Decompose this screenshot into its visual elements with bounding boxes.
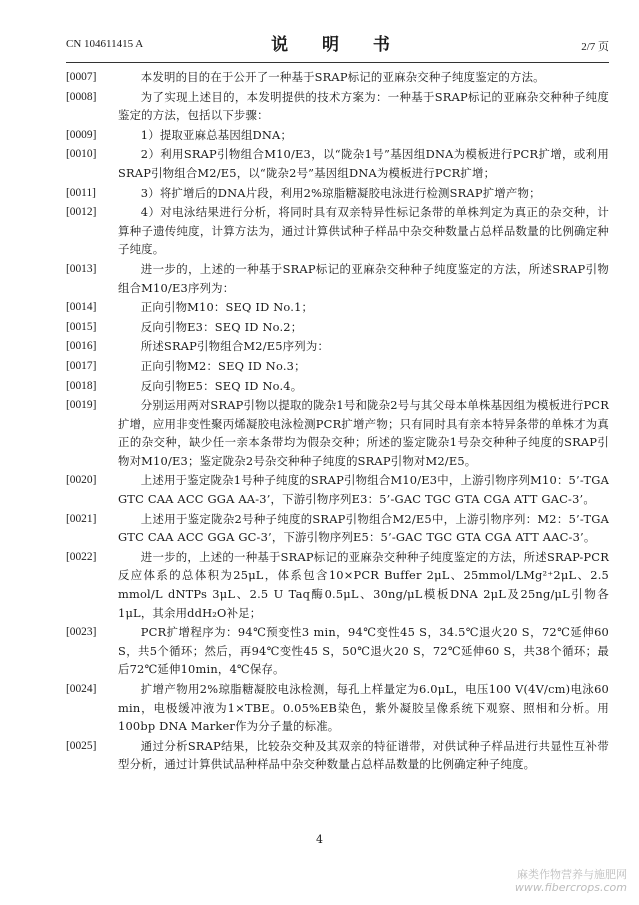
paragraph-number: [0021] [66, 512, 97, 525]
paragraph-text: 本发明的目的在于公开了一种基于SRAP标记的亚麻杂交种子纯度鉴定的方法。 [140, 70, 545, 84]
paragraph-number: [0017] [66, 359, 97, 372]
paragraph [66, 623, 609, 679]
paragraph-number: [0025] [66, 739, 97, 752]
paragraph [66, 298, 609, 317]
paragraph [66, 548, 609, 622]
paragraph-number: [0007] [66, 71, 97, 83]
paragraph [66, 396, 609, 470]
paragraph-text: PCR扩增程序为：94℃预变性3 min，94℃变性45 S，34.5℃退火20 S，72℃延伸60 S，共5个循环；然后，再94℃变性45 S，50℃退火20 S，72℃延伸60 S，共38个循环；最后72℃延伸10min，4℃保存。 [118, 625, 609, 677]
paragraph-number: [0013] [66, 262, 97, 275]
paragraph [66, 88, 609, 125]
paragraph-number: [0009] [66, 128, 97, 141]
paragraph [66, 145, 609, 182]
patent-number: CN 104611415 A [66, 38, 144, 50]
paragraph-text: 进一步的，上述的一种基于SRAP标记的亚麻杂交种种子纯度鉴定的方法，所述SRAP-PCR反应体系的总体积为25μL，体系包含10×PCR Buffer 2μL、25mmol/LMg²⁺2μL、2.5 mmol/L dNTPs 3μL、2.5 U Taq酶0.5μL、30ng/μL模板DNA 2μL及25ng/μL引物各1μL，其余用ddH₂O补足； [118, 549, 609, 620]
paragraph [66, 680, 609, 736]
paragraph [66, 203, 609, 259]
header-rule [66, 62, 609, 63]
paragraph-number: [0012] [66, 206, 97, 219]
page-number: 4 [316, 833, 323, 846]
paragraph-number: [0010] [66, 148, 97, 161]
paragraph-text: 上述用于鉴定陇杂1号种子纯度的SRAP引物组合M10/E3中，上游引物序列M10：5’-TGA GTC CAA ACC GGA AA-3’，下游引物序列E3：5’-GAC TGC GTA CGA ATT GAC-3’。 [118, 473, 609, 507]
paragraph [66, 377, 609, 396]
document-body [66, 68, 609, 775]
page-indicator: 2/7 页 [581, 41, 609, 53]
paragraph-number: [0024] [66, 683, 97, 695]
paragraph-text: 1）提取亚麻总基因组DNA； [140, 127, 293, 142]
paragraph [66, 510, 609, 547]
paragraph-text: 通过分析SRAP结果，比较杂交种及其双亲的特征谱带，对供试种子样品进行共显性互补带型分析，通过计算供试品种样品中杂交种数量占总样品数量的比例确定种子纯度。 [118, 738, 609, 772]
paragraph-number: [0023] [66, 626, 97, 639]
paragraph-number: [0011] [66, 186, 96, 199]
paragraph [66, 318, 609, 337]
document-title: 说 明 书 [271, 35, 404, 55]
paragraph-text: 所述SRAP引物组合M2/E5序列为： [140, 339, 330, 354]
paragraph [66, 471, 609, 508]
paragraph [66, 184, 609, 203]
paragraph-number: [0014] [66, 301, 97, 314]
watermark-url: www.fibercrops.com [514, 881, 627, 894]
paragraph-text: 正向引物M2：SEQ ID No.3； [140, 358, 306, 373]
paragraph-number: [0019] [66, 399, 97, 412]
paragraph-text: 反向引物E5：SEQ ID No.4。 [140, 378, 303, 393]
paragraph [66, 737, 609, 774]
paragraph [66, 260, 609, 297]
paragraph [66, 126, 609, 145]
paragraph-text: 进一步的，上述的一种基于SRAP标记的亚麻杂交种种子纯度鉴定的方法，所述SRAP引物组合M10/E3序列为： [118, 261, 609, 295]
paragraph [66, 337, 609, 356]
paragraph-text: 扩增产物用2%琼脂糖凝胶电泳检测，每孔上样量定为6.0μL，电压100 V(4V/cm)电泳60 min，电极缓冲液为1×TBE。0.05%EB染色，紫外凝胶呈像系统下观察、照相和分析。用100bp DNA Marker作为分子量的标准。 [118, 682, 609, 734]
paragraph-text: 3）将扩增后的DNA片段，利用2%琼脂糖凝胶电泳进行检测SRAP扩增产物； [140, 185, 541, 200]
paragraph [66, 357, 609, 376]
paragraph-text: 为了实现上述目的，本发明提供的技术方案为：一种基于SRAP标记的亚麻杂交种种子纯度鉴定的方法，包括以下步骤： [118, 89, 609, 123]
paragraph-text: 正向引物M10：SEQ ID No.1； [140, 300, 314, 315]
paragraph-number: [0022] [66, 550, 97, 563]
paragraph-text: 2）利用SRAP引物组合M10/E3，以“陇杂1号”基因组DNA为模板进行PCR扩增，或利用SRAP引物组合M2/E5，以“陇杂2号”基因组DNA为模板进行PCR扩增； [118, 147, 609, 180]
paragraph-text: 分别运用两对SRAP引物以提取的陇杂1号和陇杂2号与其父母本单株基因组为模板进行PCR扩增，应用非变性聚丙烯凝胶电泳检测PCR扩增产物；只有同时具有亲本特异条带的单株才为真正的杂交种，缺少任一亲本条带均为假杂交种；所述的鉴定陇杂1号杂交种种子纯度的SRAP引物对M10/E3；鉴定陇杂2号杂交种种子纯度的SRAP引物对M2/E5。 [118, 398, 609, 468]
paragraph-number: [0008] [66, 90, 97, 103]
paragraph-number: [0020] [66, 474, 97, 487]
paragraph-text: 反向引物E3：SEQ ID No.2； [140, 319, 303, 334]
paragraph-number: [0016] [66, 340, 97, 353]
document-header [66, 26, 609, 66]
paragraph-text: 上述用于鉴定陇杂2号种子纯度的SRAP引物组合M2/E5中，上游引物序列：M2：5’-TGA GTC CAA ACC GGA GC-3’，下游引物序列E5：5’-GAC TGC GTA CGA ATT AAC-3’。 [118, 511, 609, 545]
paragraph-number: [0018] [66, 379, 97, 392]
paragraph [66, 68, 609, 87]
paragraph-number: [0015] [66, 320, 97, 333]
paragraph-text: 4）对电泳结果进行分析，将同时具有双亲特异性标记条带的单株判定为真正的杂交种，计算种子遗传纯度，计算方法为，通过计算供试种子样品中杂交种数量占总样品数量的比例确定种子纯度。 [118, 205, 609, 257]
watermark-text: 麻类作物营养与施肥网 [517, 868, 627, 881]
